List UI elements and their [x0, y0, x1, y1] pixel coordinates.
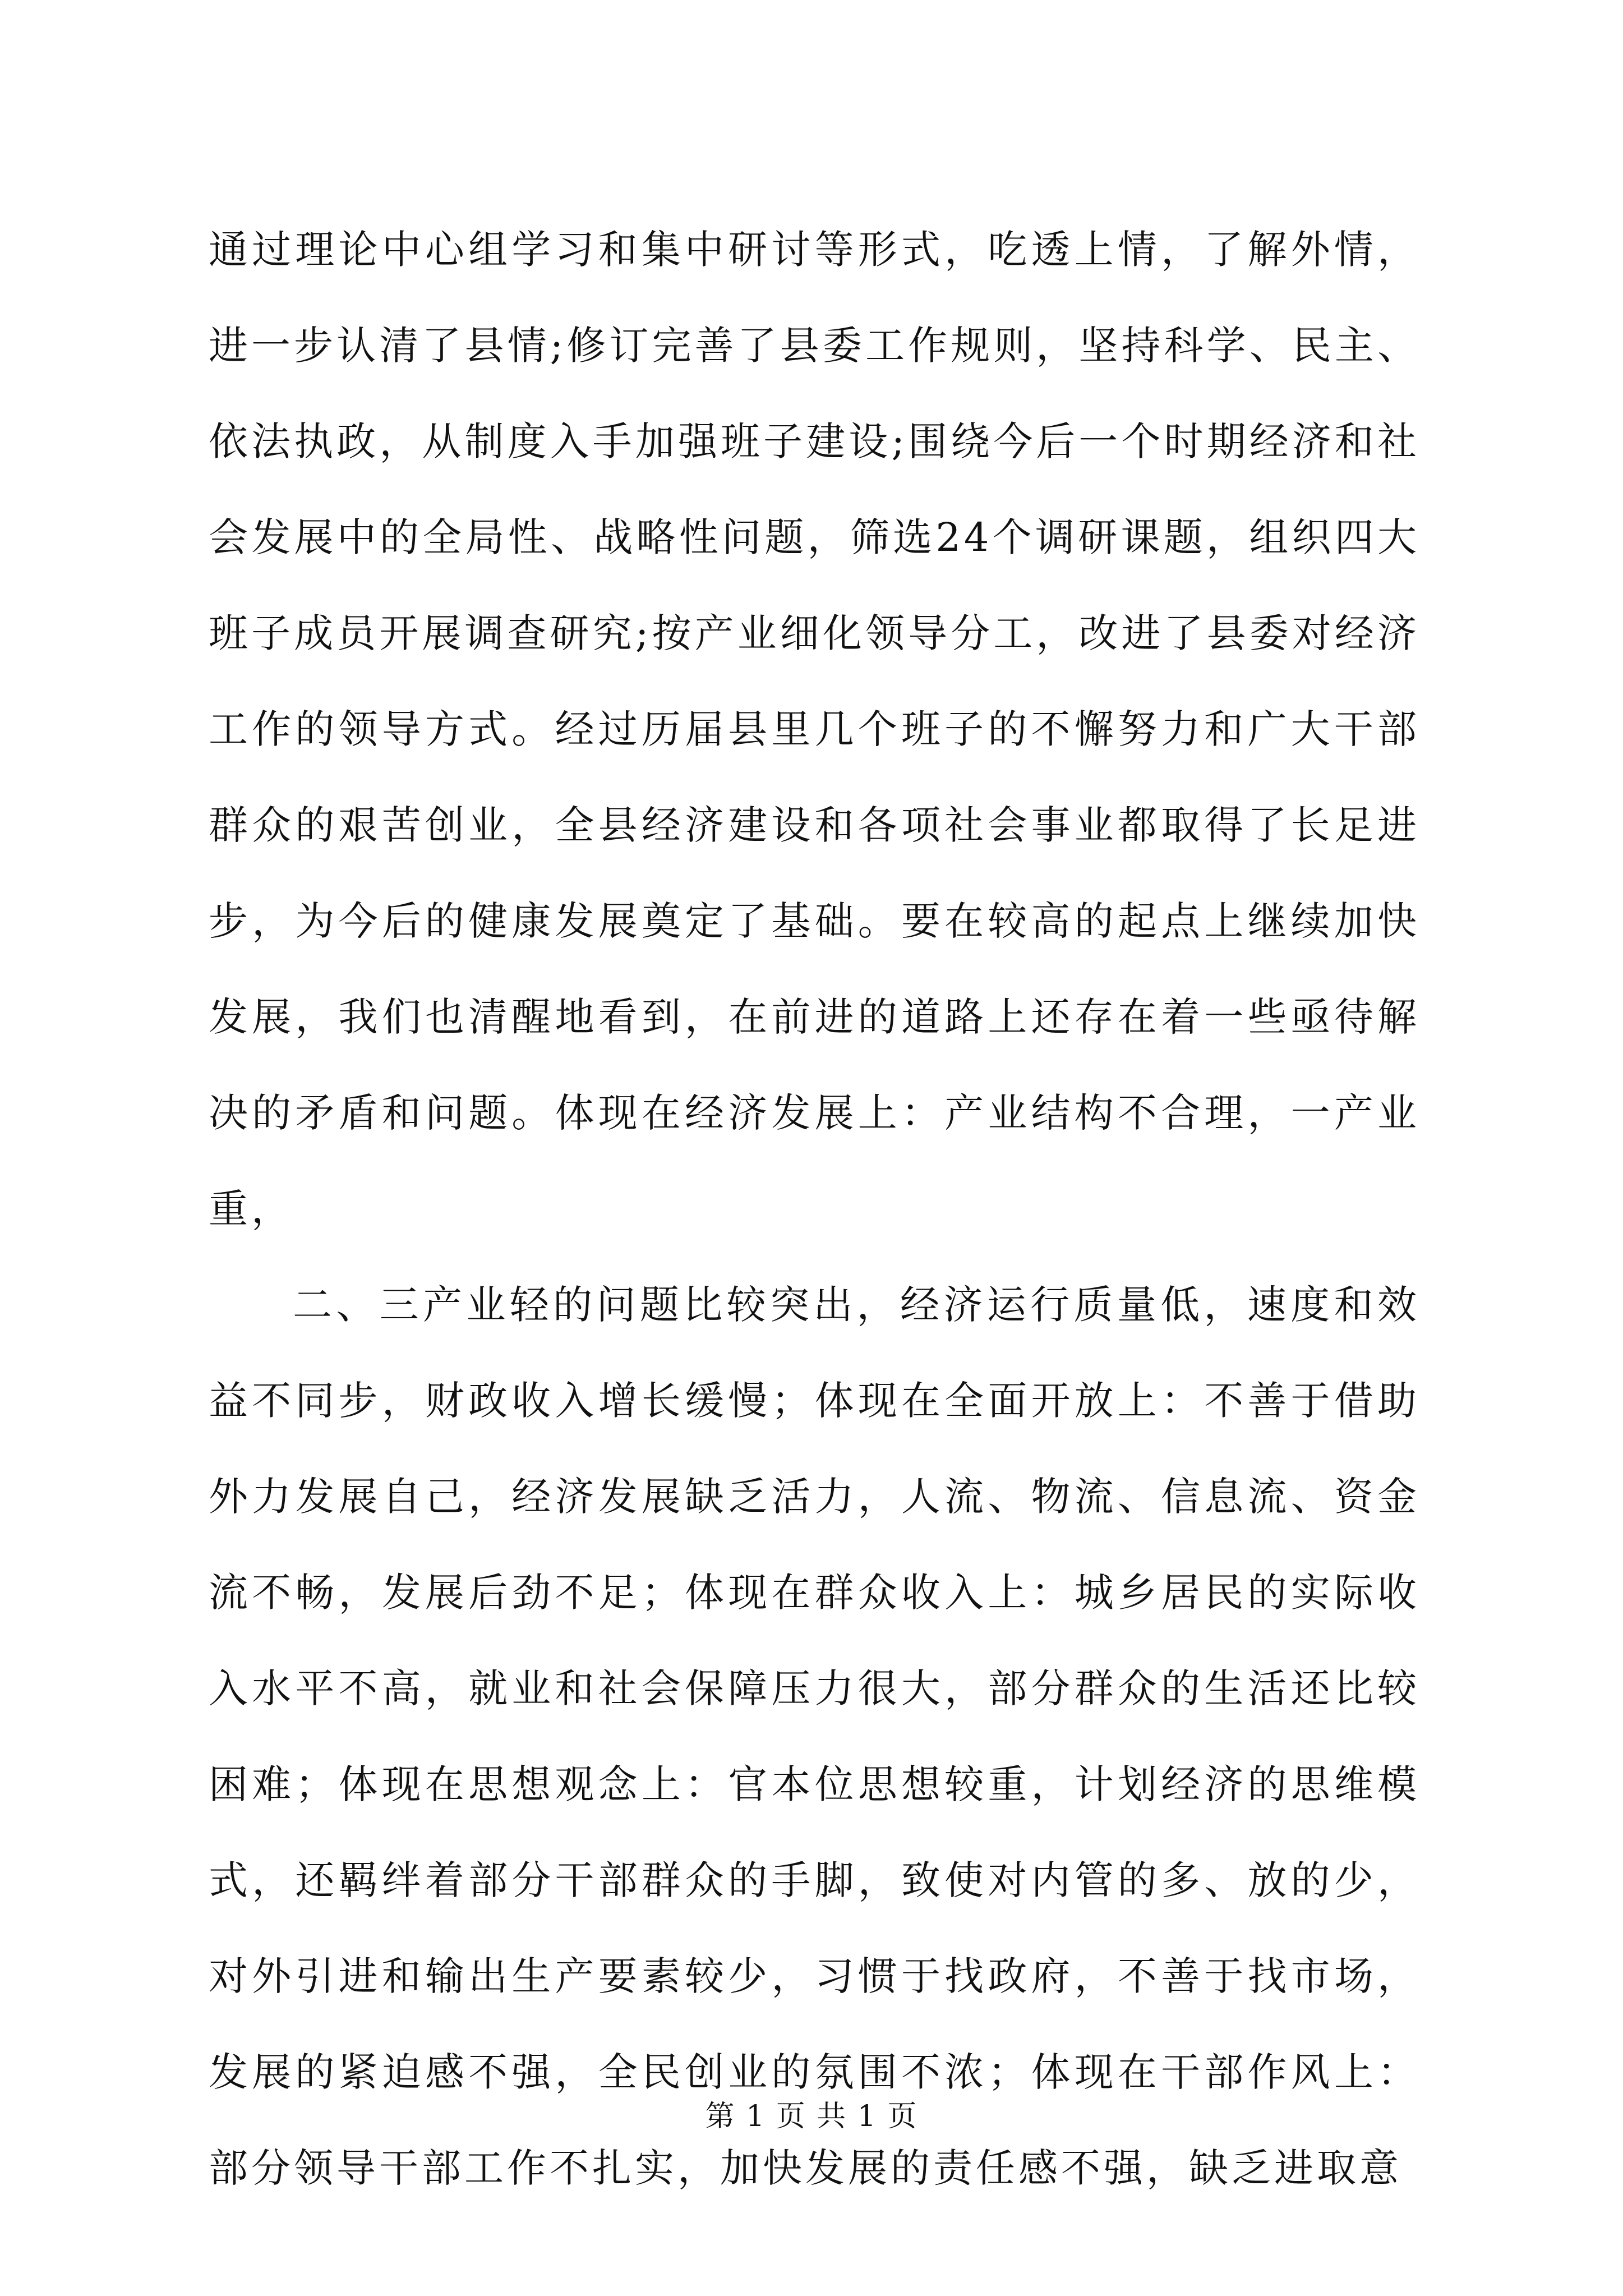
- page-number-footer: 第 1 页 共 1 页: [705, 2100, 918, 2133]
- document-body: [209, 202, 1420, 2216]
- paragraph-1: 通过理论中心组学习和集中研讨等形式，吃透上情，了解外情，进一步认清了县情;修订完善了县委工作规则，坚持科学、民主、依法执政，从制度入手加强班子建设;围绕今后一个时期经济和社会发展中的全局性、战略性问题，筛选24个调研课题，组织四大班子成员开展调查研究;按产业细化领导分工，改进了县委对经济工作的领导方式。经过历届县里几个班子的不懈努力和广大干部群众的艰苦创业，全县经济建设和各项社会事业都取得了长足进步，为今后的健康发展奠定了基础。要在较高的起点上继续加快发展，我们也清醒地看到，在前进的道路上还存在着一些亟待解决的矛盾和问题。体现在经济发展上：产业结构不合理，一产业重，: [209, 227, 1420, 1232]
- paragraph-2: 二、三产业轻的问题比较突出，经济运行质量低，速度和效益不同步，财政收入增长缓慢；体现在全面开放上：不善于借助外力发展自己，经济发展缺乏活力，人流、物流、信息流、资金流不畅，发展后劲不足；体现在群众收入上：城乡居民的实际收入水平不高，就业和社会保障压力很大，部分群众的生活还比较困难；体现在思想观念上：官本位思想较重，计划经济的思维模式，还羁绊着部分干部群众的手脚，致使对内管的多、放的少，对外引进和输出生产要素较少，习惯于找政府，不善于找市场，发展的紧迫感不强，全民创业的氛围不浓；体现在干部作风上：部分领导干部工作不扎实，加快发展的责任感不强，缺乏进取意: [209, 1282, 1420, 2191]
